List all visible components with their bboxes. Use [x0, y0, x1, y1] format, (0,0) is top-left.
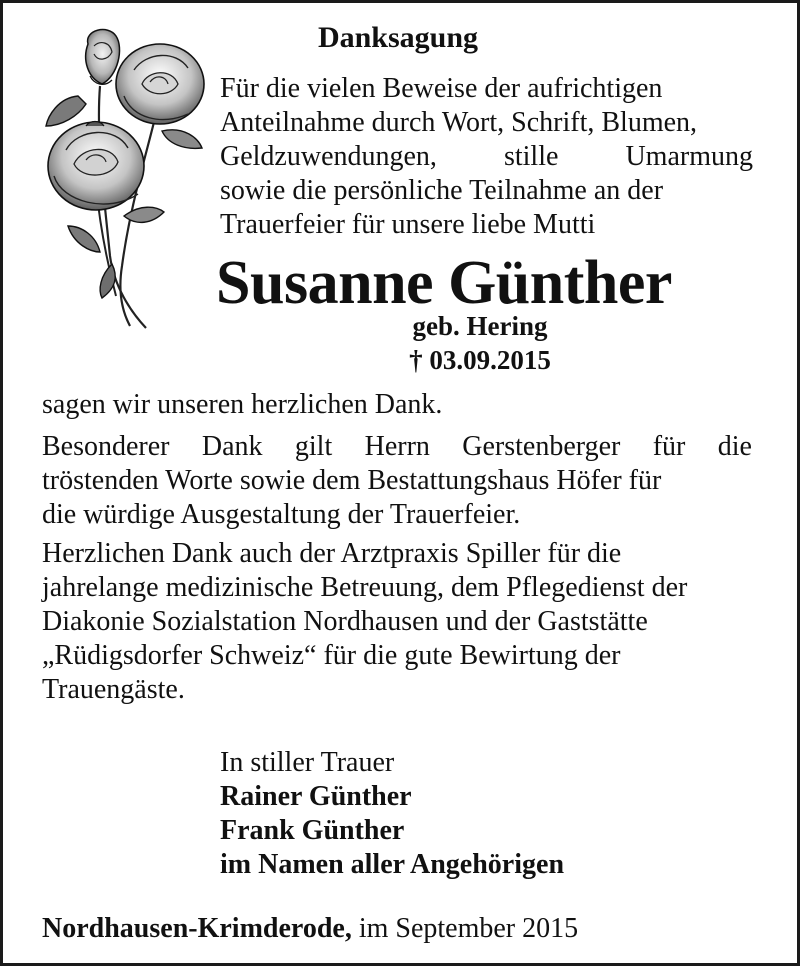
- paragraph-word: für: [652, 431, 686, 462]
- paragraph-line: tröstenden Worte sowie dem Bestattungshaus Höfer für: [42, 465, 662, 496]
- maiden-name: geb. Hering: [412, 311, 548, 341]
- paragraph-line: jahrelange medizinische Betreuung, dem Pflegedienst der: [42, 572, 688, 603]
- deceased-name: Susanne Günther: [216, 249, 672, 317]
- paragraph-word: Herrn: [364, 431, 430, 462]
- notice-heading: Danksagung: [317, 21, 479, 54]
- signature-block: [220, 746, 720, 882]
- intro-word: stille: [503, 141, 559, 172]
- special-thanks-paragraph: [42, 430, 752, 532]
- thanks-line: sagen wir unseren herzlichen Dank.: [42, 389, 443, 420]
- signature-intro: In stiller Trauer: [220, 747, 395, 778]
- paragraph-word: die: [717, 431, 752, 462]
- intro-word: Umarmung: [625, 141, 753, 172]
- paragraph-word: gilt: [294, 431, 333, 462]
- intro-word: Geldzuwendungen,: [220, 141, 437, 172]
- signer-name: im Namen aller Angehörigen: [220, 849, 565, 880]
- roses-illustration: [38, 26, 208, 336]
- place: Nordhausen-Krimderode,: [42, 913, 352, 944]
- paragraph-line: die würdige Ausgestaltung der Trauerfeier.: [42, 499, 521, 530]
- intro-line: Trauerfeier für unsere liebe Mutti: [220, 209, 596, 240]
- intro-line-spread: [220, 140, 753, 174]
- paragraph-line: „Rüdigsdorfer Schweiz“ für die gute Bewirtung der: [42, 640, 621, 671]
- intro-line: Für die vielen Beweise der aufrichtigen: [220, 73, 663, 104]
- paragraph-line: [42, 430, 752, 464]
- intro-paragraph: [220, 72, 753, 242]
- paragraph-word: Besonderer: [42, 431, 170, 462]
- intro-line: sowie die persönliche Teilnahme an der: [220, 175, 664, 206]
- intro-line: Anteilnahme durch Wort, Schrift, Blumen,: [220, 107, 698, 138]
- date: im September 2015: [358, 913, 579, 944]
- paragraph-word: Gerstenberger: [462, 431, 621, 462]
- further-thanks-paragraph: [42, 537, 752, 707]
- paragraph-word: Dank: [201, 431, 263, 462]
- paragraph-line: Trauengäste.: [42, 674, 185, 705]
- paragraph-line: Diakonie Sozialstation Nordhausen und der Gaststätte: [42, 606, 648, 637]
- signer-name: Rainer Günther: [220, 781, 412, 812]
- death-date: † 03.09.2015: [409, 345, 551, 375]
- signer-name: Frank Günther: [220, 815, 405, 846]
- paragraph-line: Herzlichen Dank auch der Arztpraxis Spiller für die: [42, 538, 622, 569]
- place-date-line: [42, 912, 752, 946]
